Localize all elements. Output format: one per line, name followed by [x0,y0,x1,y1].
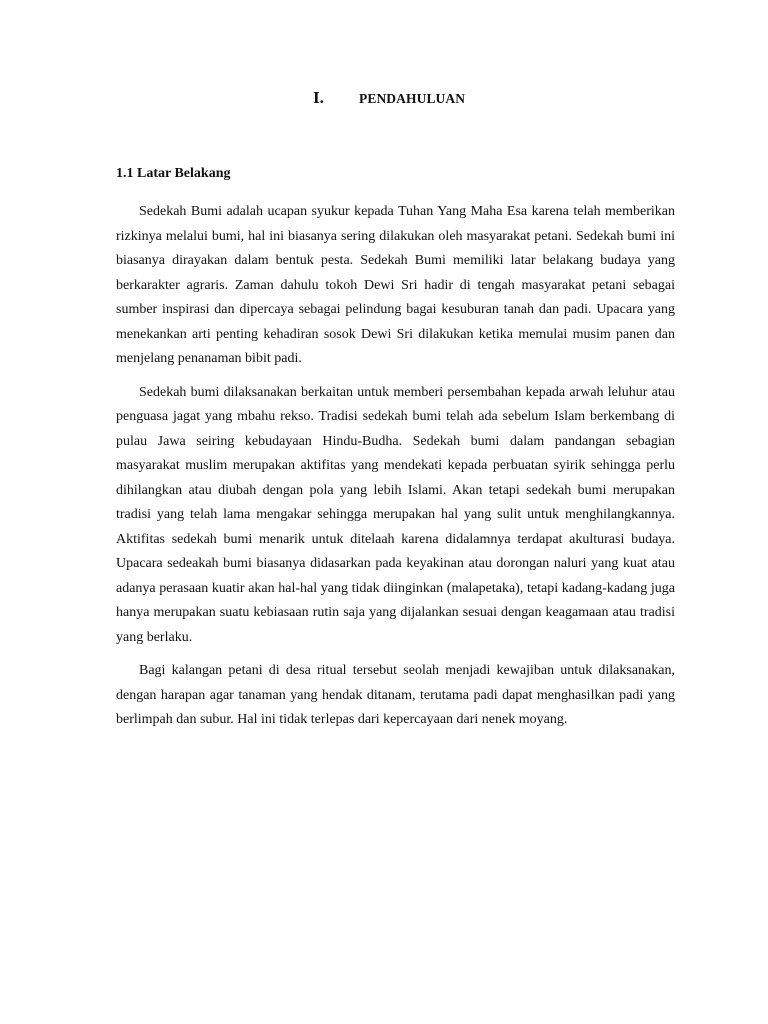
chapter-title: PENDAHULUAN [359,91,466,106]
chapter-number: I. [313,88,324,107]
chapter-heading [0,86,768,110]
body-text [116,200,675,742]
paragraph-3: Bagi kalangan petani di desa ritual tersebut seolah menjadi kewajiban untuk dilaksanakan, dengan harapan agar tanaman yang hendak ditanam, terutama padi dapat menghasilkan padi yang berlimpah dan subur. Hal ini tidak terlepas dari kepercayaan dari nenek moyang. [116,663,675,727]
section-heading: 1.1 Latar Belakang [116,166,231,181]
paragraph-2: Sedekah bumi dilaksanakan berkaitan untuk memberi persembahan kepada arwah leluhur atau penguasa jagat yang mbahu rekso. Tradisi sedekah bumi telah ada sebelum Islam berkembang di pulau Jawa seiring kebudayaan Hindu-Budha. Sedekah bumi dalam pandangan sebagian masyarakat muslim merupakan aktifitas yang mendekati kepada perbuatan syirik sehingga perlu dihilangkan atau diubah dengan pola yang lebih Islami. Akan tetapi sedekah bumi merupakan tradisi yang telah lama mengakar sehingga merupakan hal yang sulit untuk menghilangkannya. Aktifitas sedekah bumi menarik untuk ditelaah karena didalamnya terdapat akulturasi budaya. Upacara sedeakah bumi biasanya didasarkan pada keyakinan atau dorongan naluri yang kuat atau adanya perasaan kuatir akan hal-hal yang tidak diinginkan (malapetaka), tetapi kadang-kadang juga hanya merupakan suatu kebiasaan rutin saja yang dijalankan sesuai dengan keagamaan atau tradisi yang berlaku. [116,384,675,645]
paragraph-1: Sedekah Bumi adalah ucapan syukur kepada Tuhan Yang Maha Esa karena telah memberikan rizkinya melalui bumi, hal ini biasanya sering dilakukan oleh masyarakat petani. Sedekah bumi ini biasanya dirayakan dalam bentuk pesta. Sedekah Bumi memiliki latar belakang budaya yang berkarakter agraris. Zaman dahulu tokoh Dewi Sri hadir di tengah masyarakat petani sebagai sumber inspirasi dan dipercaya sebagai pelindung bagai kesuburan tanah dan padi. Upacara yang menekankan arti penting kehadiran sosok Dewi Sri dilakukan ketika memulai musim panen dan menjelang penanaman bibit padi. [116,204,675,366]
